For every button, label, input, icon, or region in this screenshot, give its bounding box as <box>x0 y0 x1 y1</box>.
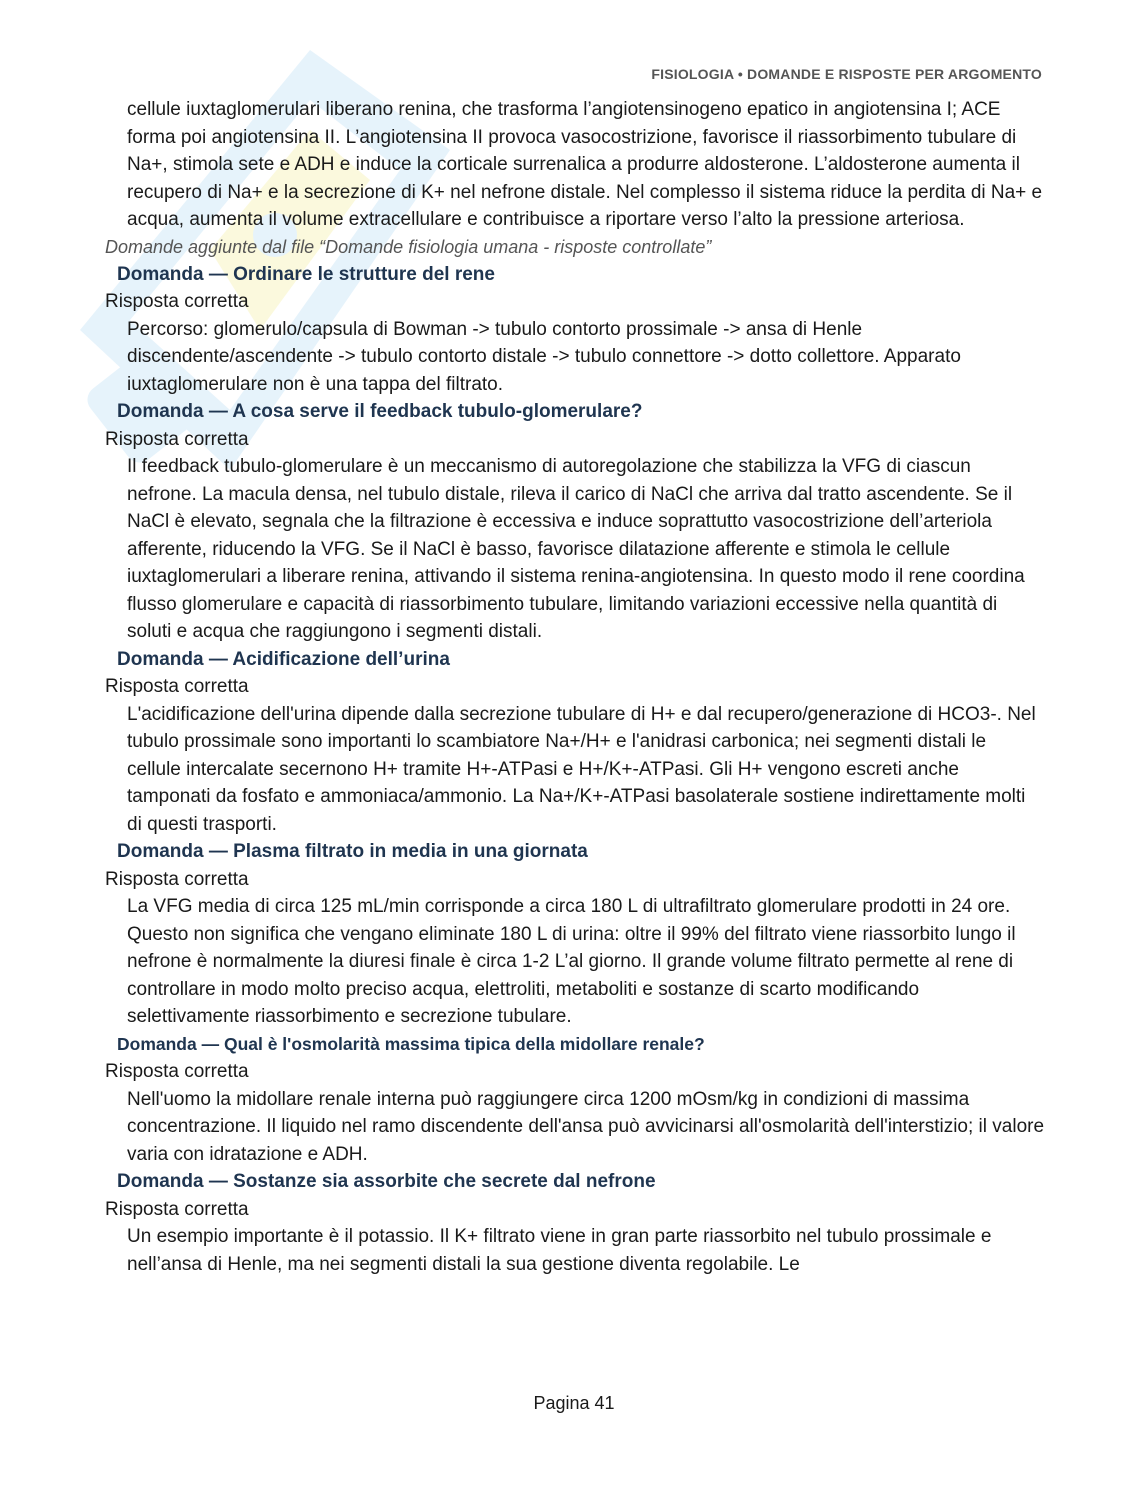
question-heading: Domanda — Acidificazione dell’urina <box>117 648 450 670</box>
page-number: Pagina 41 <box>533 1393 615 1413</box>
document-body <box>105 96 1045 1278</box>
answer-label: Risposta corretta <box>105 291 249 312</box>
answer-label: Risposta corretta <box>105 1198 249 1220</box>
question-heading: Domanda — Sostanze sia assorbite che secrete dal nefrone <box>117 1171 656 1192</box>
answer-text: L'acidificazione dell'urina dipende dalla secrezione tubulare di H+ e dal recupero/generazione di HCO3-. Nel tubulo prossimale sono importanti lo scambiatore Na+/H+ e l'anidrasi carbonica; nei segmenti distali le cellule intercalate secernono H+ tramite H+-ATPasi e H+/K+-ATPasi. Gli H+ vengono escreti anche tamponati da fosfato e ammoniaca/ammonio. La Na+/K+-ATPasi basolaterale sostiene indirettamente molti di questi trasporti. <box>127 703 1036 835</box>
answer-label: Risposta corretta <box>105 428 249 450</box>
answer-label: Risposta corretta <box>105 1061 249 1082</box>
question-heading: Domanda — Ordinare le strutture del rene <box>117 263 495 285</box>
question-heading: Domanda — Plasma filtrato in media in una giornata <box>117 841 588 862</box>
answer-text: Un esempio importante è il potassio. Il K+ filtrato viene in gran parte riassorbito nel tubulo prossimale e nell’ansa di Henle, ma nei segmenti distali la sua gestione diventa regolabile. Le <box>127 1226 992 1275</box>
qa-item <box>105 838 1045 1031</box>
qa-item <box>105 1031 1045 1169</box>
answer-label: Risposta corretta <box>105 868 249 890</box>
answer-text: La VFG media di circa 125 mL/min corrisponde a circa 180 L di ultrafiltrato glomerulare prodotti in 24 ore. Questo non significa che vengano eliminate 180 L di urina: oltre il 99% del filtrato viene riassorbito lungo il nefrone è normalmente la diuresi finale è circa 1-2 L’al giorno. Il grande volume filtrato permette al rene di controllare in modo molto preciso acqua, elettroliti, metaboliti e sostanze di scarto modificando selettivamente riassorbimento e secrezione tubulare. <box>127 896 1016 1027</box>
question-heading: Domanda — Qual è l'osmolarità massima tipica della midollare renale? <box>117 1033 705 1054</box>
qa-item <box>105 398 1045 646</box>
answer-text: Il feedback tubulo-glomerulare è un meccanismo di autoregolazione che stabilizza la VFG di ciascun nefrone. La macula densa, nel tubulo distale, rileva il carico di NaCl che arriva dal tratto ascendente. Se il NaCl è elevato, segnala che la filtrazione è eccessiva e induce soprattutto vasocostrizione dell’arteriola afferente, riducendo la VFG. Se il NaCl è basso, favorisce dilatazione afferente e stimola le cellule iuxtaglomerulari a liberare renina, attivando il sistema renina-angiotensina. In questo modo il rene coordina flusso glomerulare e capacità di riassorbimento tubulare, limitando variazioni eccessive nella quantità di soluti e acqua che raggiungono i segmenti distali. <box>127 456 1025 642</box>
qa-item <box>105 261 1045 399</box>
answer-text: Nell'uomo la midollare renale interna può raggiungere circa 1200 mOsm/kg in condizioni di massima concentrazione. Il liquido nel ramo discendente dell'ansa può avvicinarsi all'osmolarità dell'interstizio; il valore varia con idratazione e ADH. <box>127 1088 1045 1165</box>
qa-item <box>105 1168 1045 1278</box>
intro-paragraph: cellule iuxtaglomerulari liberano renina, che trasforma l’angiotensinogeno epatico in angiotensina I; ACE forma poi angiotensina II. L’angiotensina II provoca vasocostrizione, favorisce il riassorbimento tubulare di Na+, stimola sete e ADH e induce la corticale surrenalica a produrre aldosterone. L’aldosterone aumenta il recupero di Na+ e la secrezione di K+ nel nefrone distale. Nel complesso il sistema riduce la perdita di Na+ e acqua, aumenta il volume extracellulare e contribuisce a riportare verso l’alto la pressione arteriosa. <box>127 99 1043 230</box>
running-header: FISIOLOGIA • DOMANDE E RISPOSTE PER ARGOMENTO <box>651 66 1042 82</box>
answer-text: Percorso: glomerulo/capsula di Bowman -> tubulo contorto prossimale -> ansa di Henle discendente/ascendente -> tubulo contorto distale -> tubulo connettore -> dotto collettore. Apparato iuxtaglomerulare non è una tappa del filtrato. <box>127 318 961 395</box>
question-heading: Domanda — A cosa serve il feedback tubulo-glomerulare? <box>117 401 643 422</box>
answer-label: Risposta corretta <box>105 676 249 697</box>
qa-item <box>105 646 1045 839</box>
source-note: Domande aggiunte dal file “Domande fisiologia umana - risposte controllate” <box>105 236 712 257</box>
